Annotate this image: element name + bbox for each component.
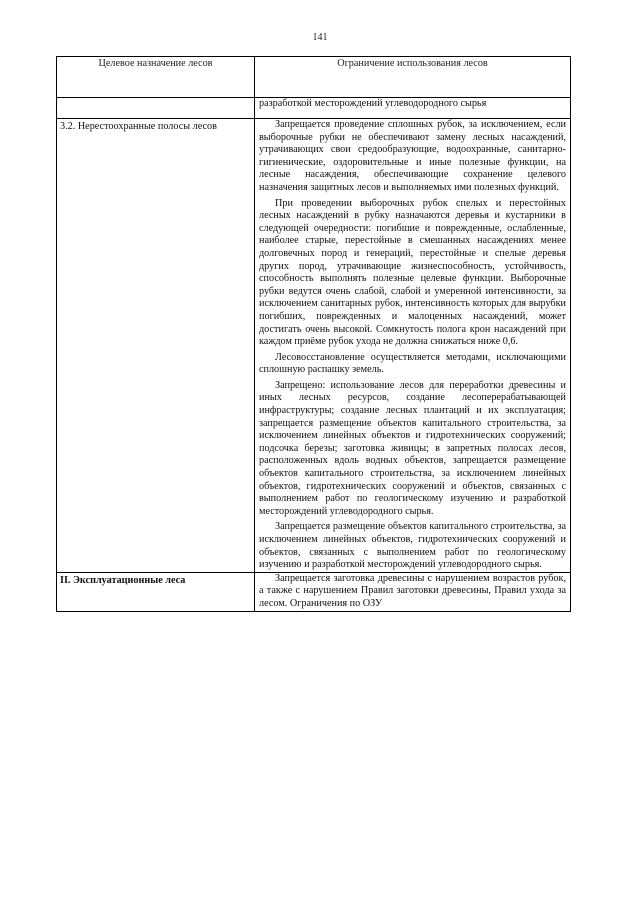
table-row	[57, 119, 571, 573]
row-purpose-cell: 3.2. Нерестоохранные полосы лесов	[57, 119, 255, 573]
table-header-row	[57, 57, 571, 98]
restriction-paragraph: Запрещается размещение объектов капитального строительства, за исключением линейных объектов, гидротехнических сооружений и объектов, связанных с выполнением работ по геологическому изучению и разработкой месторождений углеводородного сырья.	[259, 521, 566, 571]
table-row	[57, 572, 571, 611]
restriction-paragraph: Лесовосстановление осуществляется методами, исключающими сплошную распашку земель.	[259, 351, 566, 376]
forest-use-restrictions-table	[56, 56, 571, 612]
table-row	[57, 98, 571, 119]
row-purpose-cell	[57, 98, 255, 119]
row-restriction-cell	[255, 572, 571, 611]
header-forest-purpose: Целевое назначение лесов	[57, 57, 255, 98]
row-purpose-cell: II. Эксплуатационные леса	[57, 572, 255, 611]
restriction-paragraph: При проведении выборочных рубок спелых и перестойных лесных насаждений в рубку назначаются деревья и кустарники в следующей очередности: погибшие и поврежденные, ослабленные, наиболее старые, перестойные в смешанных насаждениях менее долговечных пород и генераций, перестойные и спелые деревья других пород, утрачивающие жизнеспособность, устойчивость, способность выполнять полезные целевые функции. Выборочные рубки ведутся очень слабой, слабой и умеренной интенсивности, за исключением санитарных рубок, интенсивность которых для вырубки погибших, поврежденных и малоценных насаждений, может достигать очень высокой. Сомкнутость полога крон насаждений при каждом приёме рубок ухода не должна снижаться ниже 0,6.	[259, 197, 566, 348]
row-restriction-cell	[255, 98, 571, 119]
row-restriction-cell	[255, 119, 571, 573]
restriction-paragraph: Запрещается заготовка древесины с нарушением возрастов рубок, а также с нарушением Правил заготовки древесины, Правил ухода за лесом. Ограничения по ОЗУ	[259, 572, 566, 609]
restriction-paragraph: Запрещается проведение сплошных рубок, за исключением, если выборочные рубки не обеспечивают замену лесных насаждений, утрачивающих свои средообразующие, водоохранные, санитарно-гигиенические, оздоровительные и иные полезные функции, на лесные насаждения, обеспечивающие сохранение целевого назначения защитных лесов и выполняемых ими полезных функций.	[259, 119, 566, 193]
page-number: 141	[312, 32, 328, 43]
restriction-paragraph: Запрещено: использование лесов для переработки древесины и иных лесных ресурсов, создание лесоперерабатывающей инфраструктуры; создание лесных плантаций и их эксплуатация; запрещается размещение объектов капитального строительства, за исключением линейных объектов и гидротехнических сооружений; подсочка березы; заготовка живицы; в запретных полосах лесов, расположенных вдоль водных объектов, запрещается размещение объектов капитального строительства, за исключением линейных объектов, гидротехнических сооружений и объектов, связанных с выполнением работ по геологическому изучению и разработкой месторождений углеводородного сырья.	[259, 379, 566, 517]
header-usage-restrictions: Ограничение использования лесов	[255, 57, 571, 98]
restriction-paragraph: разработкой месторождений углеводородного сырья	[259, 98, 487, 109]
